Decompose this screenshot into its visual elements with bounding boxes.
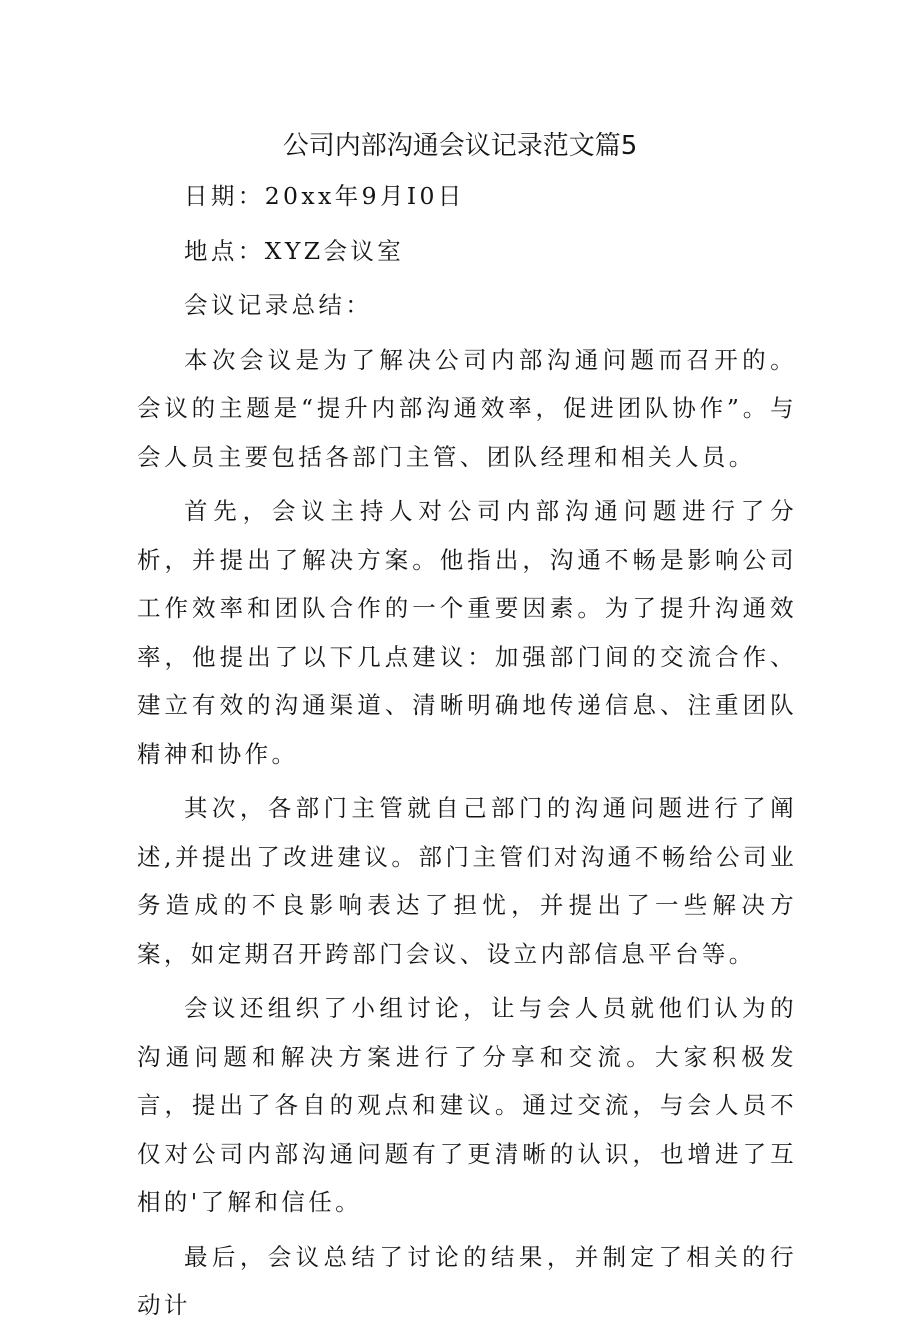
location-line: 地点：XYZ会议室 [184, 236, 405, 265]
document-body [137, 172, 797, 1330]
paragraph-second: 其次，各部门主管就自己部门的沟通问题进行了阐述,并提出了改进建议。部门主管们对沟通不畅给公司业务造成的不良影响表达了担忧，并提出了一些解决方案，如定期召开跨部门会议、设立内部信息平台等。 [137, 794, 797, 968]
summary-heading: 会议记录总结： [184, 291, 373, 319]
paragraph-conclusion: 最后，会议总结了讨论的结果，并制定了相关的行动计 [137, 1242, 797, 1319]
paragraph-intro: 本次会议是为了解决公司内部沟通问题而召开的。会议的主题是“提升内部沟通效率，促进团队协作”。与会人员主要包括各部门主管、团队经理和相关人员。 [137, 345, 797, 471]
paragraph-discussion: 会议还组织了小组讨论，让与会人员就他们认为的沟通问题和解决方案进行了分享和交流。大家积极发言，提出了各自的观点和建议。通过交流，与会人员不仅对公司内部沟通问题有了更清晰的认识，也增进了互相的'了解和信任。 [137, 994, 797, 1216]
document-title: 公司内部沟通会议记录范文篇5 [282, 131, 638, 161]
paragraph-first: 首先，会议主持人对公司内部沟通问题进行了分析，并提出了解决方案。他指出，沟通不畅是影响公司工作效率和团队合作的一个重要因素。为了提升沟通效率，他提出了以下几点建议：加强部门间的交流合作、建立有效的沟通渠道、清晰明确地传递信息、注重团队精神和协作。 [137, 497, 797, 768]
date-line: 日期：20xx年9月I0日 [184, 182, 465, 210]
